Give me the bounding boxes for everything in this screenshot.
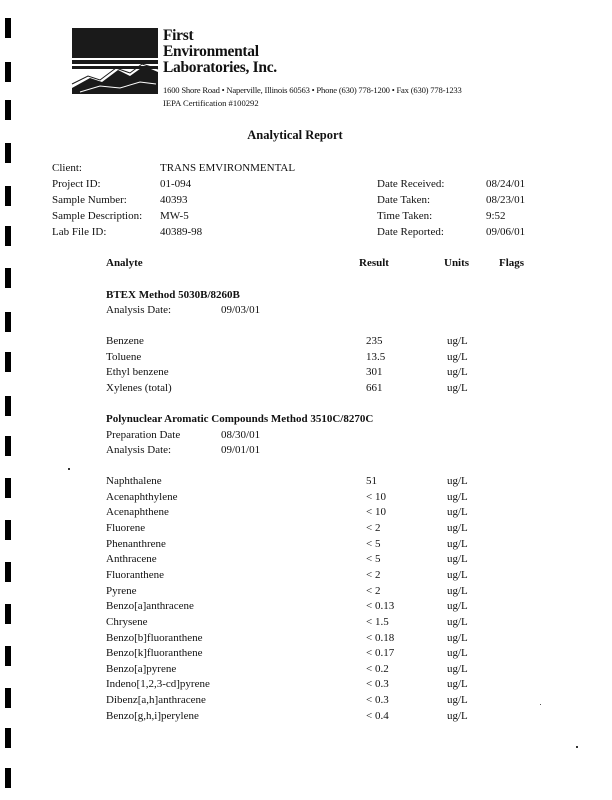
company-address: 1600 Shore Road • Naperville, Illinois 60563 • Phone (630) 778-1200 • Fax (630) 778-1233 [163,85,462,95]
lab-file-id-label: Lab File ID: [52,226,107,238]
analyte-name: Acenaphthene [106,506,169,519]
units-value: ug/L [447,568,468,581]
binding-hole [5,688,11,708]
binding-hole [5,312,11,332]
analyte-name: Benzo[g,h,i]perylene [106,709,199,722]
result-value: 301 [366,366,383,379]
company-name-line3: Laboratories, Inc. [163,59,277,76]
column-header-result: Result [359,257,389,269]
units-value: ug/L [447,553,468,566]
binding-hole [5,520,11,540]
result-value: 13.5 [366,350,386,363]
date-reported-value: 09/06/01 [486,226,526,238]
analyte-name: Dibenz[a,h]anthracene [106,694,206,707]
result-value: < 10 [366,506,386,519]
units-value: ug/L [447,678,468,691]
analyte-name: Phenanthrene [106,537,166,550]
lab-file-id-value: 40389-98 [160,226,203,238]
result-value: < 0.4 [366,709,389,722]
result-value: < 5 [366,553,381,566]
sample-number-label: Sample Number: [52,194,127,206]
binding-hole [5,352,11,372]
result-value: < 2 [366,584,381,597]
units-value: ug/L [447,475,468,487]
units-value: ug/L [447,631,468,644]
binding-hole [5,396,11,416]
company-name [163,28,277,76]
units-value: ug/L [447,521,468,534]
result-value: < 0.3 [366,694,389,707]
result-value: 661 [366,382,383,395]
result-value: 51 [366,475,377,487]
company-logo [70,26,160,96]
binding-hole [5,186,11,206]
units-value: ug/L [447,709,468,722]
client-value: TRANS EMVIRONMENTAL [160,162,296,174]
binding-hole [5,62,11,82]
binding-hole [5,768,11,788]
analyte-name: Benzo[a]pyrene [106,662,177,675]
analyte-name: Toluene [106,350,142,363]
result-value: < 10 [366,490,386,503]
project-id-value: 01-094 [160,178,192,190]
company-name-line2: Environmental [163,43,259,60]
units-value: ug/L [447,694,468,707]
scan-speck [576,746,578,748]
analyte-name: Fluoranthene [106,568,165,581]
column-header-analyte: Analyte [106,257,143,269]
client-label: Client: [52,162,82,174]
units-value: ug/L [447,490,468,503]
units-value: ug/L [447,382,468,395]
sample-description-value: MW-5 [160,210,189,222]
result-value: < 0.13 [366,600,395,613]
units-value: ug/L [447,600,468,613]
result-value: < 1.5 [366,615,389,628]
date-taken-label: Date Taken: [377,194,431,206]
binding-hole [5,100,11,120]
column-header-units: Units [444,257,470,269]
units-value: ug/L [447,366,468,379]
result-value: < 0.18 [366,631,395,644]
analyte-name: Acenaphthylene [106,490,178,503]
binding-hole [5,18,11,38]
units-value: ug/L [447,615,468,628]
analyte-name: Fluorene [106,521,146,534]
binding-hole [5,728,11,748]
result-value: < 0.2 [366,662,389,675]
analyte-name: Indeno[1,2,3-cd]pyrene [106,678,210,691]
analysis-date-label: Analysis Date: [106,444,172,456]
binding-hole [5,646,11,666]
result-value: 235 [366,335,383,347]
scan-speck [540,704,541,705]
company-name-line1: First [163,27,194,44]
date-received-value: 08/24/01 [486,178,526,190]
analyte-name: Chrysene [106,615,148,628]
scan-speck [68,468,70,470]
certification: IEPA Certification #100292 [163,98,259,108]
analysis-date-label: Analysis Date: [106,304,172,316]
binding-hole [5,436,11,456]
sample-number-value: 40393 [160,194,188,206]
result-value: < 0.3 [366,678,389,691]
units-value: ug/L [447,537,468,550]
analyte-name: Naphthalene [106,475,162,487]
units-value: ug/L [447,350,468,363]
preparation-date-value: 08/30/01 [221,429,261,441]
analyte-name: Benzo[k]fluoranthene [106,647,203,660]
analyte-name: Anthracene [106,553,157,566]
analyte-name: Pyrene [106,584,137,597]
result-value: < 2 [366,568,381,581]
section-title: Polynuclear Aromatic Compounds Method 3510C/8270C [106,413,374,425]
section-title: BTEX Method 5030B/8260B [106,289,240,301]
report-title: Analytical Report [247,128,343,142]
time-taken-value: 9:52 [486,210,506,222]
analysis-date-value: 09/01/01 [221,444,261,456]
units-value: ug/L [447,584,468,597]
analysis-date-value: 09/03/01 [221,304,261,316]
date-reported-label: Date Reported: [377,226,444,238]
binding-hole [5,226,11,246]
units-value: ug/L [447,647,468,660]
units-value: ug/L [447,506,468,519]
binding-hole [5,143,11,163]
units-value: ug/L [447,662,468,675]
analyte-name: Benzo[b]fluoranthene [106,631,203,644]
date-received-label: Date Received: [377,178,445,190]
preparation-date-label: Preparation Date [106,429,181,441]
analyte-name: Xylenes (total) [106,382,172,395]
binding-hole [5,478,11,498]
sample-description-label: Sample Description: [52,210,143,222]
analyte-name: Ethyl benzene [106,366,169,379]
project-id-label: Project ID: [52,178,101,190]
column-header-flags: Flags [499,257,525,269]
units-value: ug/L [447,335,468,347]
binding-hole [5,268,11,288]
binding-hole [5,562,11,582]
result-value: < 2 [366,521,381,534]
analyte-name: Benzene [106,335,144,347]
date-taken-value: 08/23/01 [486,194,526,206]
result-value: < 0.17 [366,647,395,660]
analyte-name: Benzo[a]anthracene [106,600,194,613]
time-taken-label: Time Taken: [377,210,433,222]
binding-hole [5,604,11,624]
result-value: < 5 [366,537,381,550]
